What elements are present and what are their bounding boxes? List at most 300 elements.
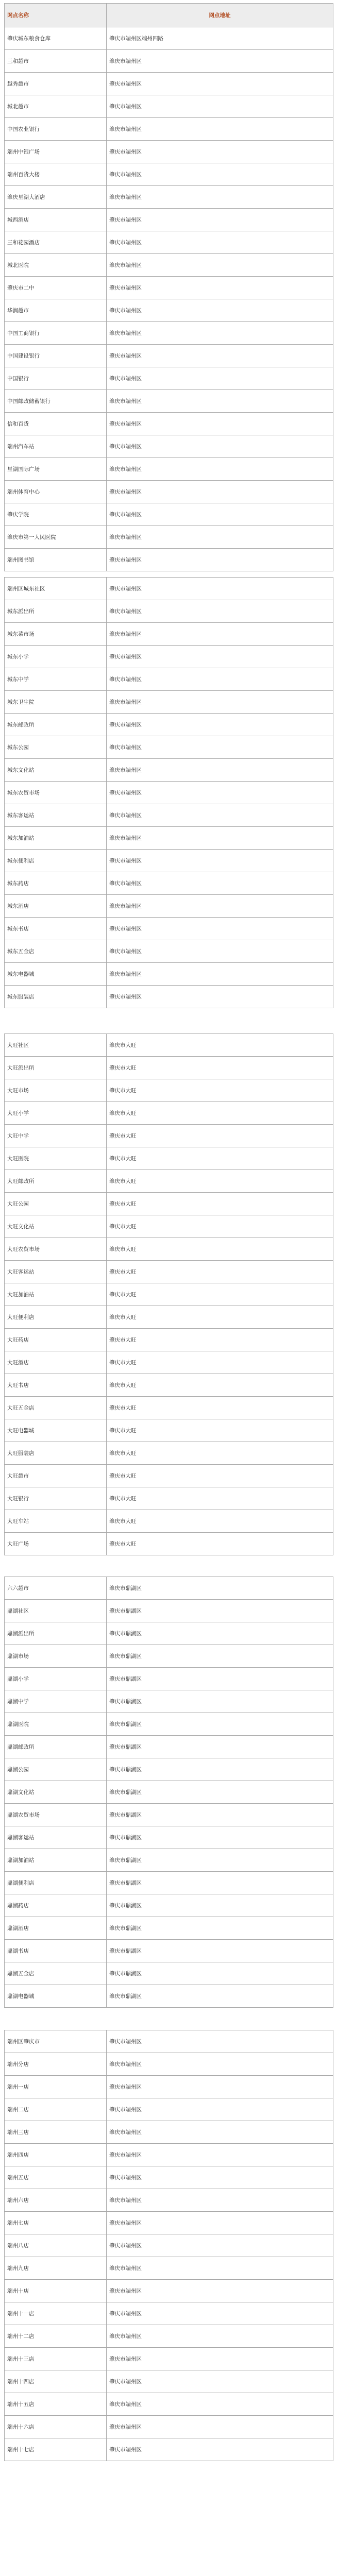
store-address-cell: 肇庆市鼎湖区 (107, 1668, 333, 1690)
store-address-cell: 肇庆市大旺 (107, 1057, 333, 1079)
store-address-cell: 肇庆市大旺 (107, 1374, 333, 1397)
store-address-cell: 肇庆市端州区 (107, 2438, 333, 2461)
store-name-cell: 鼎湖中学 (5, 1690, 107, 1713)
table-row (5, 940, 333, 963)
table-row (5, 986, 333, 1008)
store-address-cell: 肇庆市端州区 (107, 918, 333, 940)
store-address-cell: 肇庆市大旺 (107, 1283, 333, 1306)
store-address-cell: 肇庆市端州区 (107, 872, 333, 895)
store-name-cell: 城西酒店 (5, 209, 107, 231)
store-name-cell: 鼎湖邮政所 (5, 1736, 107, 1758)
store-name-cell: 端州三店 (5, 2121, 107, 2144)
store-name-cell: 星湖国际广场 (5, 458, 107, 481)
table-row (5, 804, 333, 827)
store-name-cell: 鼎湖文化站 (5, 1781, 107, 1804)
store-address-cell: 肇庆市端州区 (107, 2121, 333, 2144)
table-row (5, 714, 333, 736)
store-name-cell: 端州分店 (5, 2053, 107, 2076)
table-row (5, 1306, 333, 1329)
store-address-cell: 肇庆市大旺 (107, 1147, 333, 1170)
store-name-cell: 城北超市 (5, 95, 107, 118)
store-name-cell: 城东农贸市场 (5, 782, 107, 804)
store-address-cell: 肇庆市端州区 (107, 623, 333, 646)
store-name-cell: 城东五金店 (5, 940, 107, 963)
store-address-cell: 肇庆市鼎湖区 (107, 1577, 333, 1600)
store-address-cell: 肇庆市大旺 (107, 1261, 333, 1283)
table-row (5, 231, 333, 254)
store-address-cell: 肇庆市端州区 (107, 2053, 333, 2076)
table-row (5, 1962, 333, 1985)
store-address-cell: 肇庆市端州区 (107, 2234, 333, 2257)
table-row (5, 1170, 333, 1193)
table-row (5, 1283, 333, 1306)
table-row (5, 2189, 333, 2212)
store-name-cell: 肇庆城东粮食仓库 (5, 27, 107, 50)
store-address-cell: 肇庆市鼎湖区 (107, 1849, 333, 1872)
store-address-cell: 肇庆市端州区 (107, 209, 333, 231)
table-row (5, 27, 333, 50)
store-name-cell: 鼎湖五金店 (5, 1962, 107, 1985)
store-address-cell: 肇庆市端州区 (107, 963, 333, 986)
store-name-cell: 大旺邮政所 (5, 1170, 107, 1193)
store-name-cell: 鼎湖加油站 (5, 1849, 107, 1872)
table-row (5, 1125, 333, 1147)
store-name-cell: 中国工商银行 (5, 322, 107, 345)
header-store-name: 网点名称 (5, 4, 107, 27)
table-row (5, 526, 333, 549)
store-address-cell: 肇庆市大旺 (107, 1034, 333, 1057)
store-name-cell: 大旺广场 (5, 1533, 107, 1555)
table-row (5, 2257, 333, 2280)
store-address-cell: 肇庆市鼎湖区 (107, 1917, 333, 1940)
table-row (5, 1079, 333, 1102)
table-row (5, 2166, 333, 2189)
store-address-cell: 肇庆市端州区 (107, 163, 333, 186)
store-address-cell: 肇庆市鼎湖区 (107, 1894, 333, 1917)
table-row (5, 1533, 333, 1555)
store-name-cell: 大旺书店 (5, 1374, 107, 1397)
store-address-cell: 肇庆市鼎湖区 (107, 1781, 333, 1804)
table-row (5, 2370, 333, 2393)
store-address-cell: 肇庆市端州区 (107, 345, 333, 367)
store-address-cell: 肇庆市鼎湖区 (107, 1940, 333, 1962)
table-row (5, 2393, 333, 2416)
table-row (5, 1147, 333, 1170)
table-row (5, 1849, 333, 1872)
store-name-cell: 大旺药店 (5, 1329, 107, 1351)
store-name-cell: 端州百货大楼 (5, 163, 107, 186)
table-row (5, 646, 333, 668)
store-name-cell: 城东中学 (5, 668, 107, 691)
table-row (5, 1600, 333, 1622)
store-address-cell: 肇庆市端州区 (107, 95, 333, 118)
table-row (5, 50, 333, 73)
store-address-cell: 肇庆市端州区 (107, 254, 333, 277)
store-name-cell: 鼎湖便利店 (5, 1872, 107, 1894)
store-name-cell: 大旺客运站 (5, 1261, 107, 1283)
store-name-cell: 鼎湖酒店 (5, 1917, 107, 1940)
store-address-cell: 肇庆市大旺 (107, 1487, 333, 1510)
store-name-cell: 城东加油站 (5, 827, 107, 850)
store-name-cell: 城东公园 (5, 736, 107, 759)
table-row (5, 1465, 333, 1487)
table-row (5, 1781, 333, 1804)
store-name-cell: 城东书店 (5, 918, 107, 940)
store-address-cell: 肇庆市大旺 (107, 1510, 333, 1533)
store-address-cell: 肇庆市端州区 (107, 578, 333, 600)
store-address-cell: 肇庆市端州区 (107, 804, 333, 827)
store-name-cell: 大旺电器城 (5, 1419, 107, 1442)
table-row (5, 277, 333, 299)
store-address-cell: 肇庆市端州区 (107, 481, 333, 503)
store-name-cell: 端州四店 (5, 2144, 107, 2166)
table-row (5, 1487, 333, 1510)
store-name-cell: 鼎湖公园 (5, 1758, 107, 1781)
table-header-row (5, 4, 333, 27)
store-name-cell: 鼎湖医院 (5, 1713, 107, 1736)
table-row (5, 850, 333, 872)
table-row (5, 503, 333, 526)
table-row (5, 1261, 333, 1283)
store-address-cell: 肇庆市端州区 (107, 714, 333, 736)
store-address-cell: 肇庆市鼎湖区 (107, 1758, 333, 1781)
store-name-cell: 中国农业银行 (5, 118, 107, 141)
table-row (5, 2302, 333, 2325)
store-address-cell: 肇庆市端州区 (107, 549, 333, 571)
store-address-cell: 肇庆市大旺 (107, 1102, 333, 1125)
store-name-cell: 城东酒店 (5, 895, 107, 918)
table-row (5, 1872, 333, 1894)
store-name-cell: 鼎湖客运站 (5, 1826, 107, 1849)
store-address-cell: 肇庆市鼎湖区 (107, 1713, 333, 1736)
store-address-cell: 肇庆市端州区 (107, 50, 333, 73)
table-row (5, 1442, 333, 1465)
store-address-cell: 肇庆市端州区 (107, 2166, 333, 2189)
store-name-cell: 端州一店 (5, 2076, 107, 2098)
store-name-cell: 大旺农贸市场 (5, 1238, 107, 1261)
store-name-cell: 大旺加油站 (5, 1283, 107, 1306)
store-address-cell: 肇庆市端州区 (107, 118, 333, 141)
store-address-cell: 肇庆市鼎湖区 (107, 1985, 333, 2008)
table-row (5, 1215, 333, 1238)
store-name-cell: 越秀超市 (5, 73, 107, 95)
store-name-cell: 端州中银广场 (5, 141, 107, 163)
store-address-cell: 肇庆市端州区 (107, 940, 333, 963)
table-row (5, 118, 333, 141)
table-row (5, 141, 333, 163)
table-row (5, 2121, 333, 2144)
store-address-cell: 肇庆市端州区 (107, 2076, 333, 2098)
store-name-cell: 大旺医院 (5, 1147, 107, 1170)
store-name-cell: 城东小学 (5, 646, 107, 668)
table-row (5, 1034, 333, 1057)
table-row (5, 1057, 333, 1079)
table-row (5, 1622, 333, 1645)
table-row (5, 2348, 333, 2370)
store-name-cell: 三和超市 (5, 50, 107, 73)
store-address-cell: 肇庆市大旺 (107, 1442, 333, 1465)
table-row (5, 1713, 333, 1736)
table-row (5, 2030, 333, 2053)
store-address-cell: 肇庆市大旺 (107, 1465, 333, 1487)
table-row (5, 549, 333, 571)
table-row (5, 2280, 333, 2302)
store-address-cell: 肇庆市鼎湖区 (107, 1600, 333, 1622)
store-name-cell: 端州六店 (5, 2189, 107, 2212)
store-name-cell: 端州五店 (5, 2166, 107, 2189)
store-address-cell: 肇庆市鼎湖区 (107, 1622, 333, 1645)
store-name-cell: 大旺超市 (5, 1465, 107, 1487)
table-row (5, 2053, 333, 2076)
store-name-cell: 城东文化站 (5, 759, 107, 782)
store-name-cell: 大旺文化站 (5, 1215, 107, 1238)
store-address-cell: 肇庆市端州区 (107, 2325, 333, 2348)
table-row (5, 2144, 333, 2166)
store-address-cell: 肇庆市大旺 (107, 1125, 333, 1147)
table-row (5, 1645, 333, 1668)
table-row (5, 1351, 333, 1374)
table-row (5, 1510, 333, 1533)
store-address-cell: 肇庆市端州区 (107, 231, 333, 254)
store-name-cell: 中国邮政储蓄银行 (5, 390, 107, 413)
table-row (5, 413, 333, 435)
store-name-cell: 大旺便利店 (5, 1306, 107, 1329)
store-name-cell: 端州十六店 (5, 2416, 107, 2438)
store-name-cell: 端州汽车站 (5, 435, 107, 458)
store-name-cell: 城东菜市场 (5, 623, 107, 646)
table-row (5, 254, 333, 277)
store-name-cell: 大旺中学 (5, 1125, 107, 1147)
store-address-cell: 肇庆市大旺 (107, 1533, 333, 1555)
table-row (5, 1804, 333, 1826)
store-name-cell: 三和花园酒店 (5, 231, 107, 254)
store-name-cell: 城东电器城 (5, 963, 107, 986)
store-table-5 (4, 2030, 333, 2461)
store-name-cell: 端州图书馆 (5, 549, 107, 571)
store-address-cell: 肇庆市端州区 (107, 503, 333, 526)
table-row (5, 1238, 333, 1261)
store-address-cell: 肇庆市端州区 (107, 2348, 333, 2370)
store-address-cell: 肇庆市大旺 (107, 1170, 333, 1193)
store-address-cell: 肇庆市端州区 (107, 458, 333, 481)
store-name-cell: 大旺市场 (5, 1079, 107, 1102)
store-name-cell: 端州十七店 (5, 2438, 107, 2461)
store-address-cell: 肇庆市端州区 (107, 895, 333, 918)
store-address-cell: 肇庆市端州区 (107, 2370, 333, 2393)
store-name-cell: 肇庆市二中 (5, 277, 107, 299)
store-name-cell: 肇庆星湖大酒店 (5, 186, 107, 209)
store-name-cell: 中国银行 (5, 367, 107, 390)
table-row (5, 345, 333, 367)
store-name-cell: 城东邮政所 (5, 714, 107, 736)
store-name-cell: 端州十三店 (5, 2348, 107, 2370)
store-address-cell: 肇庆市大旺 (107, 1351, 333, 1374)
table-row (5, 1826, 333, 1849)
table-row (5, 578, 333, 600)
table-row (5, 1193, 333, 1215)
store-name-cell: 大旺服装店 (5, 1442, 107, 1465)
table-row (5, 600, 333, 623)
table-row (5, 1577, 333, 1600)
table-row (5, 895, 333, 918)
store-name-cell: 大旺银行 (5, 1487, 107, 1510)
table-row (5, 299, 333, 322)
table-row (5, 322, 333, 345)
table-row (5, 435, 333, 458)
store-address-cell: 肇庆市端州区 (107, 73, 333, 95)
store-name-cell: 端州十四店 (5, 2370, 107, 2393)
store-table-2 (4, 577, 333, 1008)
store-name-cell: 大旺酒店 (5, 1351, 107, 1374)
table-row (5, 2212, 333, 2234)
store-name-cell: 鼎湖派出所 (5, 1622, 107, 1645)
store-table-1 (4, 3, 333, 571)
store-name-cell: 端州体育中心 (5, 481, 107, 503)
store-name-cell: 鼎湖电器城 (5, 1985, 107, 2008)
store-name-cell: 端州七店 (5, 2212, 107, 2234)
store-address-cell: 肇庆市端州区 (107, 2144, 333, 2166)
store-name-cell: 信和百货 (5, 413, 107, 435)
store-address-cell: 肇庆市端州区 (107, 691, 333, 714)
store-name-cell: 大旺车站 (5, 1510, 107, 1533)
table-row (5, 668, 333, 691)
store-name-cell: 端州八店 (5, 2234, 107, 2257)
store-address-cell: 肇庆市大旺 (107, 1419, 333, 1442)
store-address-cell: 肇庆市端州区端州四路 (107, 27, 333, 50)
store-address-cell: 肇庆市大旺 (107, 1329, 333, 1351)
store-address-cell: 肇庆市鼎湖区 (107, 1736, 333, 1758)
store-address-cell: 肇庆市大旺 (107, 1238, 333, 1261)
store-address-cell: 肇庆市大旺 (107, 1193, 333, 1215)
store-name-cell: 中国建设银行 (5, 345, 107, 367)
store-address-cell: 肇庆市端州区 (107, 827, 333, 850)
store-address-cell: 肇庆市端州区 (107, 2257, 333, 2280)
store-address-cell: 肇庆市鼎湖区 (107, 1962, 333, 1985)
table-row (5, 1102, 333, 1125)
table-row (5, 186, 333, 209)
store-address-cell: 肇庆市鼎湖区 (107, 1804, 333, 1826)
store-address-cell: 肇庆市大旺 (107, 1397, 333, 1419)
table-row (5, 390, 333, 413)
table-row (5, 458, 333, 481)
table-row (5, 782, 333, 804)
table-row (5, 872, 333, 895)
store-name-cell: 大旺社区 (5, 1034, 107, 1057)
store-name-cell: 大旺五金店 (5, 1397, 107, 1419)
store-address-cell: 肇庆市端州区 (107, 277, 333, 299)
store-address-cell: 肇庆市端州区 (107, 850, 333, 872)
store-address-cell: 肇庆市鼎湖区 (107, 1826, 333, 1849)
store-table-3 (4, 1033, 333, 1555)
store-address-cell: 肇庆市鼎湖区 (107, 1872, 333, 1894)
store-name-cell: 端州九店 (5, 2257, 107, 2280)
store-address-cell: 肇庆市端州区 (107, 646, 333, 668)
store-name-cell: 鼎湖书店 (5, 1940, 107, 1962)
table-row (5, 163, 333, 186)
table-row (5, 1940, 333, 1962)
store-address-cell: 肇庆市大旺 (107, 1079, 333, 1102)
store-address-cell: 肇庆市端州区 (107, 2393, 333, 2416)
store-address-cell: 肇庆市端州区 (107, 759, 333, 782)
table-row (5, 623, 333, 646)
store-address-cell: 肇庆市端州区 (107, 2098, 333, 2121)
store-address-cell: 肇庆市鼎湖区 (107, 1645, 333, 1668)
store-name-cell: 端州十店 (5, 2280, 107, 2302)
table-row (5, 918, 333, 940)
table-row (5, 1985, 333, 2008)
store-name-cell: 城东卫生院 (5, 691, 107, 714)
table-row (5, 1894, 333, 1917)
table-row (5, 2234, 333, 2257)
table-row (5, 73, 333, 95)
table-row (5, 95, 333, 118)
table-row (5, 367, 333, 390)
table-row (5, 481, 333, 503)
table-row (5, 2076, 333, 2098)
table-row (5, 1736, 333, 1758)
store-name-cell: 端州十一店 (5, 2302, 107, 2325)
store-name-cell: 端州二店 (5, 2098, 107, 2121)
store-address-cell: 肇庆市端州区 (107, 2212, 333, 2234)
store-name-cell: 六六超市 (5, 1577, 107, 1600)
store-name-cell: 鼎湖社区 (5, 1600, 107, 1622)
store-name-cell: 鼎湖小学 (5, 1668, 107, 1690)
store-name-cell: 大旺小学 (5, 1102, 107, 1125)
table-row (5, 1917, 333, 1940)
store-name-cell: 端州区城东社区 (5, 578, 107, 600)
table-row (5, 2098, 333, 2121)
store-address-cell: 肇庆市端州区 (107, 526, 333, 549)
store-address-cell: 肇庆市端州区 (107, 2189, 333, 2212)
store-name-cell: 城东便利店 (5, 850, 107, 872)
table-row (5, 1690, 333, 1713)
store-address-cell: 肇庆市端州区 (107, 299, 333, 322)
store-address-cell: 肇庆市端州区 (107, 782, 333, 804)
store-name-cell: 鼎湖药店 (5, 1894, 107, 1917)
store-address-cell: 肇庆市端州区 (107, 186, 333, 209)
store-address-cell: 肇庆市端州区 (107, 322, 333, 345)
store-name-cell: 城东药店 (5, 872, 107, 895)
table-row (5, 1374, 333, 1397)
store-name-cell: 大旺派出所 (5, 1057, 107, 1079)
table-row (5, 1668, 333, 1690)
store-name-cell: 城东派出所 (5, 600, 107, 623)
store-name-cell: 肇庆市第一人民医院 (5, 526, 107, 549)
store-address-cell: 肇庆市端州区 (107, 367, 333, 390)
store-name-cell: 鼎湖市场 (5, 1645, 107, 1668)
table-row (5, 736, 333, 759)
store-address-cell: 肇庆市端州区 (107, 141, 333, 163)
store-address-cell: 肇庆市端州区 (107, 2280, 333, 2302)
store-name-cell: 大旺公园 (5, 1193, 107, 1215)
store-name-cell: 端州十五店 (5, 2393, 107, 2416)
table-row (5, 2416, 333, 2438)
table-row (5, 2325, 333, 2348)
store-name-cell: 城北医院 (5, 254, 107, 277)
store-address-cell: 肇庆市鼎湖区 (107, 1690, 333, 1713)
store-address-cell: 肇庆市端州区 (107, 668, 333, 691)
store-name-cell: 鼎湖农贸市场 (5, 1804, 107, 1826)
table-row (5, 759, 333, 782)
table-row (5, 1397, 333, 1419)
table-row (5, 691, 333, 714)
table-row (5, 963, 333, 986)
table-row (5, 1329, 333, 1351)
store-name-cell: 肇庆学院 (5, 503, 107, 526)
store-address-cell: 肇庆市大旺 (107, 1306, 333, 1329)
table-row (5, 1419, 333, 1442)
store-name-cell: 端州区肇庆市 (5, 2030, 107, 2053)
